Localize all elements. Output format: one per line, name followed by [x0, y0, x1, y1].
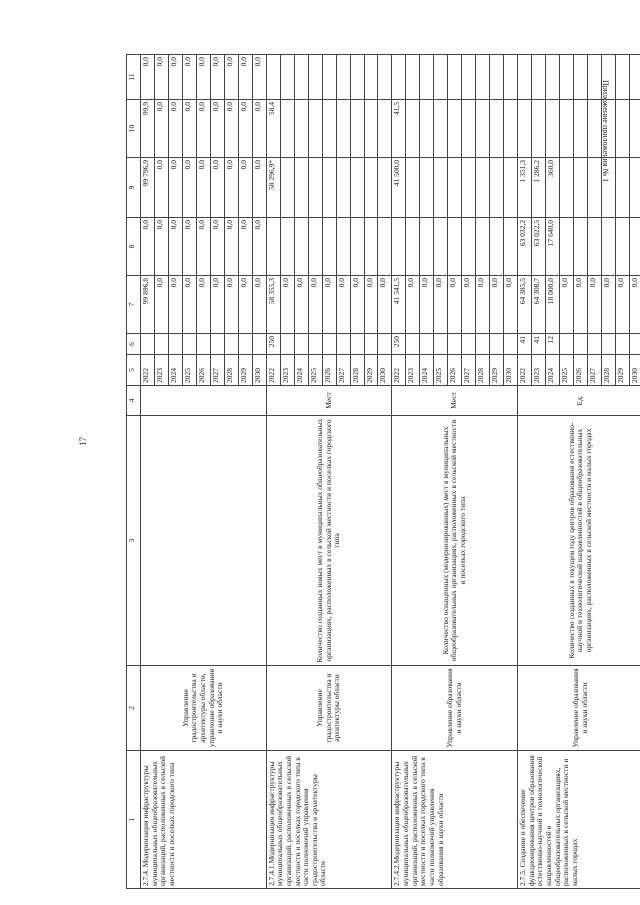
regional-budget-cell	[336, 158, 350, 218]
total-cell: 0,0	[364, 276, 378, 334]
year-cell: 2028	[224, 355, 238, 386]
federal-budget-cell	[490, 218, 504, 276]
year-cell: 2029	[615, 355, 629, 386]
total-cell: 0,0	[238, 276, 252, 334]
year-cell: 2022	[266, 355, 280, 386]
indicator-value-cell: 41	[518, 334, 532, 355]
other-sources-cell	[378, 55, 392, 100]
indicator-value-cell	[504, 334, 518, 355]
table-row	[141, 55, 155, 889]
total-cell: 0,0	[476, 276, 490, 334]
regional-budget-cell: 0,0	[210, 158, 224, 218]
federal-budget-cell	[280, 218, 294, 276]
other-sources-cell	[532, 55, 546, 100]
local-budget-cell	[601, 100, 615, 158]
indicator-value-cell	[588, 334, 602, 355]
executor-cell: Управление градостроительства и архитектуры области	[266, 666, 392, 751]
header-cell: 9	[127, 158, 141, 218]
regional-budget-cell: 0,0	[252, 158, 266, 218]
indicator-value-cell	[629, 334, 640, 355]
federal-budget-cell	[448, 218, 462, 276]
header-cell: 11	[127, 55, 141, 100]
indicator-value-cell: 12	[546, 334, 560, 355]
local-budget-cell	[504, 100, 518, 158]
federal-budget-cell	[294, 218, 308, 276]
indicator-cell: Количество созданных в текущем году центров образования естественно-научной и технологической направленностей в общеобразовательных организациях, расположенных в сельской местности и малых городах	[518, 416, 640, 666]
indicator-value-cell	[238, 334, 252, 355]
header-cell: 2	[127, 666, 141, 751]
total-cell: 0,0	[504, 276, 518, 334]
federal-budget-cell: 17 640,0	[546, 218, 560, 276]
regional-budget-cell: 0,0	[196, 158, 210, 218]
other-sources-cell	[364, 55, 378, 100]
header-cell: 1	[127, 751, 141, 889]
event-name-cell: 2.7.4.1.Модернизация инфраструктуры муниципальных общеобразовательных организаций, расположенных в сельской местности и поселках городского типа в части полномочий управления градостроительства и архитектуры области	[266, 751, 392, 889]
other-sources-cell: 0,0	[154, 55, 168, 100]
federal-budget-cell	[350, 218, 364, 276]
local-budget-cell: 0,0	[196, 100, 210, 158]
appendix-label: Приложение приложения № 1	[601, 80, 610, 183]
total-cell: 99 896,8	[141, 276, 155, 334]
total-cell: 0,0	[210, 276, 224, 334]
year-cell: 2026	[448, 355, 462, 386]
regional-budget-cell	[378, 158, 392, 218]
year-cell: 2028	[476, 355, 490, 386]
indicator-cell: Количество созданных новых мест в муниципальных общеобразовательных организациях, расположенных в сельской местности и поселках городского типа	[266, 416, 392, 666]
other-sources-cell	[490, 55, 504, 100]
executor-cell: Управление градостроительства и архитектуры области, управление образования и науки области	[141, 666, 267, 751]
regional-budget-cell: 0,0	[182, 158, 196, 218]
total-cell: 0,0	[224, 276, 238, 334]
federal-budget-cell	[420, 218, 434, 276]
local-budget-cell: 99,9	[141, 100, 155, 158]
regional-budget-cell: 0,0	[168, 158, 182, 218]
regional-budget-cell	[280, 158, 294, 218]
federal-budget-cell: 0,0	[154, 218, 168, 276]
federal-budget-cell	[378, 218, 392, 276]
table-row	[518, 55, 532, 889]
indicator-value-cell	[476, 334, 490, 355]
local-budget-cell	[532, 100, 546, 158]
local-budget-cell	[350, 100, 364, 158]
local-budget-cell: 41,5	[392, 100, 406, 158]
federal-budget-cell	[588, 218, 602, 276]
other-sources-cell	[574, 55, 588, 100]
indicator-value-cell	[448, 334, 462, 355]
local-budget-cell	[280, 100, 294, 158]
indicator-value-cell: 250	[392, 334, 406, 355]
local-budget-cell	[448, 100, 462, 158]
federal-budget-cell	[462, 218, 476, 276]
total-cell: 0,0	[560, 276, 574, 334]
year-cell: 2029	[364, 355, 378, 386]
other-sources-cell	[322, 55, 336, 100]
other-sources-cell	[280, 55, 294, 100]
other-sources-cell	[546, 55, 560, 100]
regional-budget-cell: 0,0	[224, 158, 238, 218]
year-cell: 2029	[238, 355, 252, 386]
other-sources-cell	[615, 55, 629, 100]
unit-cell	[141, 386, 267, 416]
indicator-value-cell	[308, 334, 322, 355]
regional-budget-cell: 58 296,9*	[266, 158, 280, 218]
year-cell: 2024	[420, 355, 434, 386]
indicator-value-cell	[224, 334, 238, 355]
other-sources-cell	[434, 55, 448, 100]
total-cell: 0,0	[252, 276, 266, 334]
federal-budget-cell: 0,0	[238, 218, 252, 276]
federal-budget-cell	[266, 218, 280, 276]
total-cell: 0,0	[154, 276, 168, 334]
header-cell: 3	[127, 416, 141, 666]
other-sources-cell: 0,0	[141, 55, 155, 100]
year-cell: 2026	[196, 355, 210, 386]
local-budget-cell: 0,0	[168, 100, 182, 158]
indicator-value-cell	[182, 334, 196, 355]
year-cell: 2028	[601, 355, 615, 386]
year-cell: 2030	[378, 355, 392, 386]
indicator-value-cell	[154, 334, 168, 355]
local-budget-cell: 0,0	[238, 100, 252, 158]
federal-budget-cell	[434, 218, 448, 276]
header-cell: 4	[127, 386, 141, 416]
total-cell: 0,0	[462, 276, 476, 334]
federal-budget-cell: 63 032,2	[518, 218, 532, 276]
table-row	[392, 55, 406, 889]
total-cell: 64 308,7	[532, 276, 546, 334]
local-budget-cell	[434, 100, 448, 158]
regional-budget-cell	[350, 158, 364, 218]
other-sources-cell	[518, 55, 532, 100]
total-cell: 0,0	[601, 276, 615, 334]
indicator-value-cell	[434, 334, 448, 355]
local-budget-cell	[308, 100, 322, 158]
indicator-value-cell	[574, 334, 588, 355]
regional-budget-cell: 1 286,2	[532, 158, 546, 218]
local-budget-cell	[294, 100, 308, 158]
indicator-value-cell	[336, 334, 350, 355]
local-budget-cell	[560, 100, 574, 158]
executor-cell: Управление образования и науки области	[518, 666, 640, 751]
regional-budget-cell	[294, 158, 308, 218]
total-cell: 0,0	[434, 276, 448, 334]
year-cell: 2026	[322, 355, 336, 386]
event-name-cell: 2.7.5. Создание и обеспечение функционирования центров образования естественно-научной и технологической направленностей в общеобразовательных организациях, расположенных в сельской местности и малых городах	[518, 751, 640, 889]
other-sources-cell	[476, 55, 490, 100]
indicator-value-cell	[462, 334, 476, 355]
other-sources-cell	[294, 55, 308, 100]
federal-budget-cell	[601, 218, 615, 276]
local-budget-cell: 58,4	[266, 100, 280, 158]
regional-budget-cell	[490, 158, 504, 218]
local-budget-cell	[574, 100, 588, 158]
other-sources-cell	[504, 55, 518, 100]
federal-budget-cell	[629, 218, 640, 276]
other-sources-cell	[629, 55, 640, 100]
federal-budget-cell: 0,0	[141, 218, 155, 276]
indicator-cell: Количество оснащенных (модернизированных) мест в муниципальных общеобразовательных организациях, расположенных в сельской местности и поселках городского типа	[392, 416, 518, 666]
federal-budget-cell	[336, 218, 350, 276]
unit-cell: Ед.	[518, 386, 640, 416]
indicator-cell	[141, 416, 267, 666]
total-cell: 0,0	[280, 276, 294, 334]
year-cell: 2030	[629, 355, 640, 386]
total-cell: 0,0	[336, 276, 350, 334]
federal-budget-cell	[574, 218, 588, 276]
year-cell: 2022	[392, 355, 406, 386]
federal-budget-cell	[322, 218, 336, 276]
total-cell: 0,0	[629, 276, 640, 334]
local-budget-cell	[588, 100, 602, 158]
table-body	[127, 55, 640, 889]
indicator-value-cell	[196, 334, 210, 355]
year-cell: 2027	[210, 355, 224, 386]
other-sources-cell	[420, 55, 434, 100]
federal-budget-cell	[615, 218, 629, 276]
regional-budget-cell: 41 500,0	[392, 158, 406, 218]
event-name-cell: 2.7.4. Модернизация инфраструктуры муниципальных общеобразовательных организаций, расположенных в сельской местности и поселках городского типа	[141, 751, 267, 889]
indicator-value-cell	[322, 334, 336, 355]
total-cell: 0,0	[168, 276, 182, 334]
regional-budget-cell	[476, 158, 490, 218]
regional-budget-cell	[364, 158, 378, 218]
year-cell: 2024	[294, 355, 308, 386]
total-cell: 18 000,0	[546, 276, 560, 334]
year-cell: 2022	[518, 355, 532, 386]
regional-budget-cell	[406, 158, 420, 218]
table-row	[266, 55, 280, 889]
indicator-value-cell: 41	[532, 334, 546, 355]
total-cell: 0,0	[420, 276, 434, 334]
federal-budget-cell: 0,0	[224, 218, 238, 276]
total-cell: 0,0	[308, 276, 322, 334]
federal-budget-cell	[364, 218, 378, 276]
federal-budget-cell: 0,0	[210, 218, 224, 276]
other-sources-cell	[266, 55, 280, 100]
indicator-value-cell	[141, 334, 155, 355]
regional-budget-cell	[574, 158, 588, 218]
federal-budget-cell	[504, 218, 518, 276]
indicator-value-cell	[615, 334, 629, 355]
local-budget-cell	[336, 100, 350, 158]
regional-budget-cell	[615, 158, 629, 218]
year-cell: 2027	[336, 355, 350, 386]
regional-budget-cell	[601, 158, 615, 218]
local-budget-cell	[518, 100, 532, 158]
local-budget-cell	[378, 100, 392, 158]
regional-budget-cell	[434, 158, 448, 218]
year-cell: 2026	[574, 355, 588, 386]
total-cell: 0,0	[448, 276, 462, 334]
total-cell: 0,0	[615, 276, 629, 334]
local-budget-cell	[615, 100, 629, 158]
indicator-value-cell	[252, 334, 266, 355]
local-budget-cell	[420, 100, 434, 158]
regional-budget-cell: 0,0	[238, 158, 252, 218]
year-cell: 2030	[252, 355, 266, 386]
federal-budget-cell	[406, 218, 420, 276]
total-cell: 0,0	[406, 276, 420, 334]
local-budget-cell	[546, 100, 560, 158]
total-cell: 0,0	[350, 276, 364, 334]
regional-budget-cell: 0,0	[154, 158, 168, 218]
indicator-value-cell	[601, 334, 615, 355]
executor-cell: Управление образования и науки области	[392, 666, 518, 751]
federal-budget-cell	[476, 218, 490, 276]
indicator-value-cell	[280, 334, 294, 355]
total-cell: 0,0	[294, 276, 308, 334]
local-budget-cell: 0,0	[210, 100, 224, 158]
year-cell: 2027	[588, 355, 602, 386]
year-cell: 2024	[546, 355, 560, 386]
total-cell: 0,0	[490, 276, 504, 334]
year-cell: 2030	[504, 355, 518, 386]
other-sources-cell: 0,0	[210, 55, 224, 100]
regional-budget-cell	[308, 158, 322, 218]
program-table	[126, 54, 640, 889]
year-cell: 2028	[350, 355, 364, 386]
total-cell: 0,0	[322, 276, 336, 334]
regional-budget-cell	[560, 158, 574, 218]
indicator-value-cell	[364, 334, 378, 355]
other-sources-cell	[406, 55, 420, 100]
total-cell: 0,0	[196, 276, 210, 334]
rotated-table-wrapper	[126, 55, 640, 889]
local-budget-cell	[629, 100, 640, 158]
federal-budget-cell: 0,0	[252, 218, 266, 276]
regional-budget-cell	[629, 158, 640, 218]
regional-budget-cell	[462, 158, 476, 218]
other-sources-cell: 0,0	[252, 55, 266, 100]
regional-budget-cell: 1 351,3	[518, 158, 532, 218]
unit-cell: Мест	[392, 386, 518, 416]
local-budget-cell	[364, 100, 378, 158]
indicator-value-cell	[294, 334, 308, 355]
indicator-value-cell	[420, 334, 434, 355]
federal-budget-cell: 0,0	[196, 218, 210, 276]
year-cell: 2023	[154, 355, 168, 386]
total-cell: 0,0	[378, 276, 392, 334]
other-sources-cell: 0,0	[196, 55, 210, 100]
local-budget-cell	[490, 100, 504, 158]
regional-budget-cell	[420, 158, 434, 218]
other-sources-cell	[601, 55, 615, 100]
year-cell: 2025	[434, 355, 448, 386]
total-cell: 64 385,5	[518, 276, 532, 334]
indicator-value-cell	[168, 334, 182, 355]
header-cell: 5	[127, 355, 141, 386]
other-sources-cell: 0,0	[182, 55, 196, 100]
other-sources-cell: 0,0	[168, 55, 182, 100]
total-cell: 41 541,5	[392, 276, 406, 334]
total-cell: 58 355,3	[266, 276, 280, 334]
local-budget-cell: 0,0	[224, 100, 238, 158]
other-sources-cell	[448, 55, 462, 100]
local-budget-cell	[322, 100, 336, 158]
year-cell: 2024	[168, 355, 182, 386]
other-sources-cell	[336, 55, 350, 100]
regional-budget-cell	[588, 158, 602, 218]
header-cell: 8	[127, 218, 141, 276]
indicator-value-cell: 250	[266, 334, 280, 355]
year-cell: 2029	[490, 355, 504, 386]
other-sources-cell	[462, 55, 476, 100]
year-cell: 2023	[532, 355, 546, 386]
indicator-value-cell	[350, 334, 364, 355]
federal-budget-cell	[308, 218, 322, 276]
header-cell: 10	[127, 100, 141, 158]
regional-budget-cell: 99 796,9	[141, 158, 155, 218]
year-cell: 2025	[560, 355, 574, 386]
local-budget-cell: 0,0	[154, 100, 168, 158]
federal-budget-cell: 63 022,5	[532, 218, 546, 276]
regional-budget-cell: 360,0	[546, 158, 560, 218]
indicator-value-cell	[210, 334, 224, 355]
year-cell: 2023	[280, 355, 294, 386]
header-row	[127, 55, 141, 889]
local-budget-cell	[406, 100, 420, 158]
indicator-value-cell	[560, 334, 574, 355]
other-sources-cell	[308, 55, 322, 100]
other-sources-cell	[588, 55, 602, 100]
regional-budget-cell	[504, 158, 518, 218]
unit-cell: Мест	[266, 386, 392, 416]
federal-budget-cell: 0,0	[168, 218, 182, 276]
other-sources-cell: 0,0	[238, 55, 252, 100]
page-number: 17	[78, 437, 88, 446]
total-cell: 0,0	[588, 276, 602, 334]
local-budget-cell: 0,0	[252, 100, 266, 158]
other-sources-cell	[560, 55, 574, 100]
year-cell: 2027	[462, 355, 476, 386]
total-cell: 0,0	[182, 276, 196, 334]
indicator-value-cell	[378, 334, 392, 355]
other-sources-cell: 0,0	[224, 55, 238, 100]
federal-budget-cell	[560, 218, 574, 276]
federal-budget-cell: 0,0	[182, 218, 196, 276]
indicator-value-cell	[406, 334, 420, 355]
other-sources-cell	[350, 55, 364, 100]
regional-budget-cell	[448, 158, 462, 218]
local-budget-cell	[462, 100, 476, 158]
local-budget-cell	[476, 100, 490, 158]
regional-budget-cell	[322, 158, 336, 218]
other-sources-cell	[392, 55, 406, 100]
year-cell: 2022	[141, 355, 155, 386]
event-name-cell: 2.7.4.2.Модернизация инфраструктуры муниципальных общеобразовательных организаций, расположенных в сельской местности и поселках городского типа в части полномочий управления образования и науки области	[392, 751, 518, 889]
year-cell: 2023	[406, 355, 420, 386]
year-cell: 2025	[182, 355, 196, 386]
header-cell: 7	[127, 276, 141, 334]
federal-budget-cell	[392, 218, 406, 276]
header-cell: 6	[127, 334, 141, 355]
year-cell: 2025	[308, 355, 322, 386]
indicator-value-cell	[490, 334, 504, 355]
total-cell: 0,0	[574, 276, 588, 334]
local-budget-cell: 0,0	[182, 100, 196, 158]
